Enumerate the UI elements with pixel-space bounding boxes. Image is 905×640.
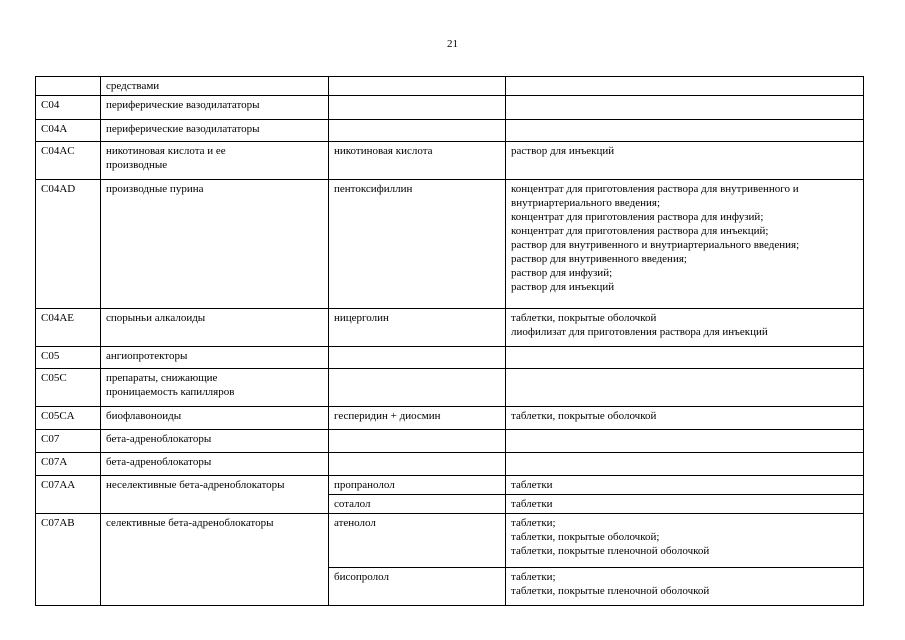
dosage-form-cell <box>506 96 864 120</box>
page-number: 21 <box>447 38 458 50</box>
table-row <box>36 369 864 407</box>
dosage-form-cell: таблетки <box>506 476 864 495</box>
inn-cell: ницерголин <box>329 309 506 347</box>
table-row <box>36 347 864 369</box>
inn-cell <box>329 120 506 142</box>
dosage-form-cell: концентрат для приготовления раствора для внутривенного и внутриартериального введения; концентрат для приготовления раствора для инфузий; концентрат для приготовления раствора для инъекций; раствор для внутривенного и внутриартериального введения; раствор для внутривенного введения; раствор для инфузий; раствор для инъекций <box>506 180 864 309</box>
dosage-form-cell: таблетки <box>506 495 864 514</box>
group-name-cell: спорыньи алкалоиды <box>101 309 329 347</box>
atc-code-cell: C04A <box>36 120 101 142</box>
inn-cell <box>329 430 506 453</box>
group-name-cell: производные пурина <box>101 180 329 309</box>
inn-cell: гесперидин + диосмин <box>329 407 506 430</box>
dosage-form-cell <box>506 347 864 369</box>
inn-cell <box>329 347 506 369</box>
atc-code-cell: C04AE <box>36 309 101 347</box>
atc-code-cell: C07AB <box>36 514 101 606</box>
table-row <box>36 309 864 347</box>
group-name-cell: никотиновая кислота и ее производные <box>101 142 329 180</box>
table-row <box>36 453 864 476</box>
table-row <box>36 77 864 96</box>
inn-cell: никотиновая кислота <box>329 142 506 180</box>
atc-code-cell: C05C <box>36 369 101 407</box>
inn-cell <box>329 453 506 476</box>
inn-cell <box>329 77 506 96</box>
inn-cell <box>329 369 506 407</box>
dosage-form-cell: таблетки; таблетки, покрытые оболочкой; таблетки, покрытые пленочной оболочкой <box>506 514 864 568</box>
group-name-cell: бета-адреноблокаторы <box>101 453 329 476</box>
dosage-form-cell <box>506 369 864 407</box>
inn-cell: атенолол <box>329 514 506 568</box>
group-name-cell: селективные бета-адреноблокаторы <box>101 514 329 606</box>
table-row <box>36 120 864 142</box>
dosage-form-cell: таблетки; таблетки, покрытые пленочной оболочкой <box>506 568 864 606</box>
table-row <box>36 430 864 453</box>
atc-code-cell: C07 <box>36 430 101 453</box>
atc-code-cell: C07A <box>36 453 101 476</box>
table-row <box>36 514 864 568</box>
table-row <box>36 407 864 430</box>
dosage-form-cell: раствор для инъекций <box>506 142 864 180</box>
dosage-form-cell: таблетки, покрытые оболочкой <box>506 407 864 430</box>
table-row <box>36 142 864 180</box>
table-row <box>36 476 864 495</box>
atc-code-cell: C04AC <box>36 142 101 180</box>
group-name-cell: ангиопротекторы <box>101 347 329 369</box>
dosage-form-cell <box>506 120 864 142</box>
atc-code-cell: C07AA <box>36 476 101 514</box>
atc-code-cell <box>36 77 101 96</box>
dosage-form-cell <box>506 77 864 96</box>
inn-cell: пентоксифиллин <box>329 180 506 309</box>
group-name-cell: бета-адреноблокаторы <box>101 430 329 453</box>
dosage-form-cell <box>506 453 864 476</box>
group-name-cell: периферические вазодилататоры <box>101 120 329 142</box>
atc-code-cell: C05CA <box>36 407 101 430</box>
group-name-cell: биофлавоноиды <box>101 407 329 430</box>
dosage-form-cell: таблетки, покрытые оболочкой лиофилизат для приготовления раствора для инъекций <box>506 309 864 347</box>
inn-cell <box>329 96 506 120</box>
group-name-cell: препараты, снижающие проницаемость капилляров <box>101 369 329 407</box>
inn-cell: пропранолол <box>329 476 506 495</box>
group-name-cell: периферические вазодилататоры <box>101 96 329 120</box>
group-name-cell: средствами <box>101 77 329 96</box>
table-row <box>36 180 864 309</box>
atc-code-cell: C05 <box>36 347 101 369</box>
inn-cell: бисопролол <box>329 568 506 606</box>
atc-code-cell: C04AD <box>36 180 101 309</box>
atc-code-cell: C04 <box>36 96 101 120</box>
dosage-form-cell <box>506 430 864 453</box>
drug-classification-table <box>35 76 864 606</box>
inn-cell: соталол <box>329 495 506 514</box>
table-row <box>36 96 864 120</box>
group-name-cell: неселективные бета-адреноблокаторы <box>101 476 329 514</box>
